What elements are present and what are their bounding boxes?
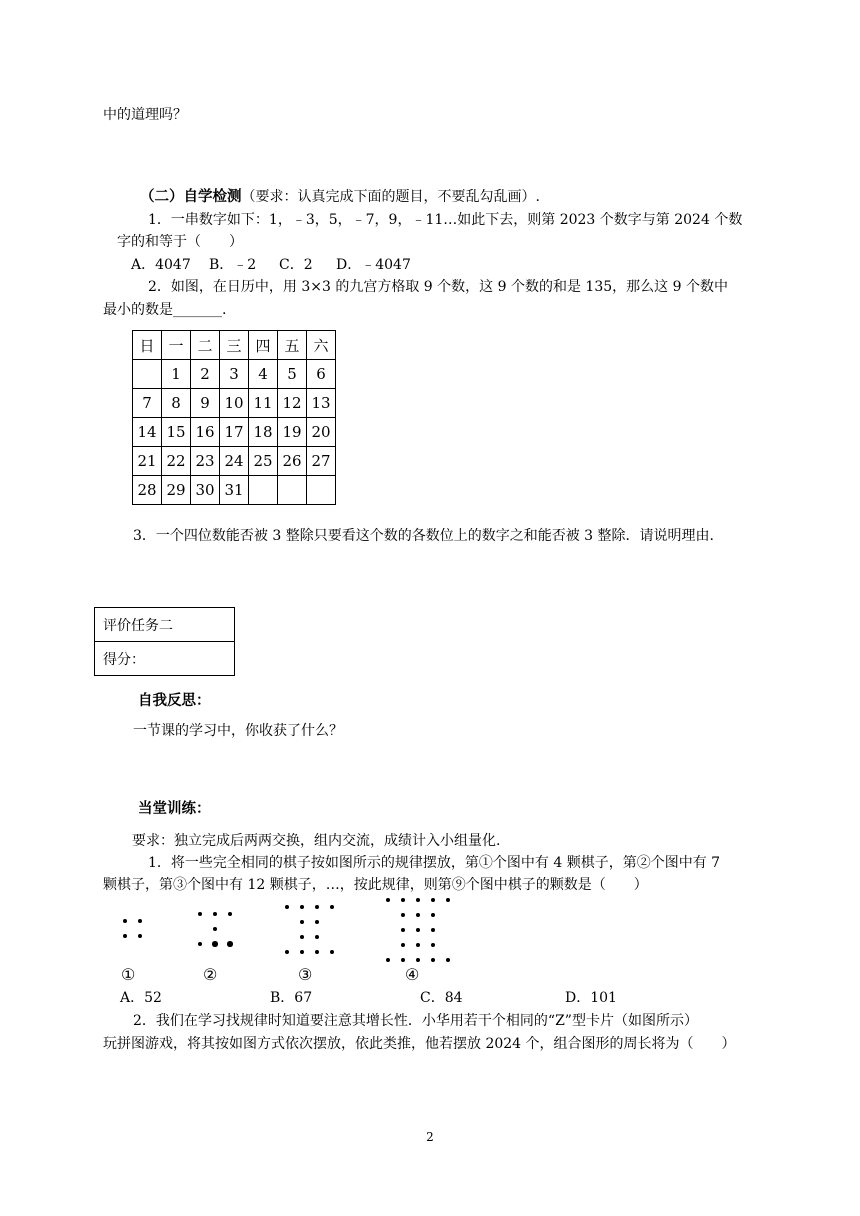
calendar-cell: 18 (249, 418, 278, 447)
calendar-cell: 19 (278, 418, 307, 447)
chess-piece-dot (315, 935, 319, 939)
calendar-row (133, 447, 336, 476)
practice-q1-option-d: D．101 (565, 990, 617, 1006)
chess-piece-dot (315, 905, 319, 909)
calendar-header-cell: 日 (133, 331, 162, 360)
q2-line1: 2．如图，在日历中，用 3×3 的九宫方格取 9 个数，这 9 个数的和是 135，那么这 9 个数中 (148, 279, 728, 295)
practice-q1-option-c: C．84 (420, 990, 463, 1006)
q1-option-c: C．2 (279, 257, 313, 273)
chess-piece-dot (401, 958, 405, 962)
chess-piece-dot (446, 958, 450, 962)
chess-piece-dot (431, 898, 435, 902)
chess-piece-dot (228, 912, 232, 916)
figure-label-1: ① (121, 965, 136, 984)
chess-piece-dot (285, 950, 289, 954)
calendar-cell: 27 (307, 447, 336, 476)
chess-piece-dot (401, 943, 405, 947)
practice-q1-line2: 颗棋子，第③个图中有 12 颗棋子，…，按此规律，则第⑨个图中棋子的颗数是（ ） (103, 877, 648, 893)
q1-option-b: B．﹣2 (209, 257, 257, 273)
calendar-cell: 26 (278, 447, 307, 476)
section-2-heading: （二）自学检测 (140, 189, 242, 205)
calendar-cell: 6 (307, 360, 336, 389)
calendar-cell: 24 (220, 447, 249, 476)
calendar-row (133, 360, 336, 389)
chess-piece-dot (227, 941, 233, 947)
calendar-header-cell: 四 (249, 331, 278, 360)
chess-piece-dot (416, 913, 420, 917)
calendar-cell: 7 (133, 389, 162, 418)
calendar-cell: 16 (191, 418, 220, 447)
figure-label-3: ③ (298, 965, 313, 984)
calendar-header-row (133, 331, 336, 360)
chess-piece-dot (330, 950, 334, 954)
chess-piece-dot (431, 913, 435, 917)
calendar-cell: 12 (278, 389, 307, 418)
chess-piece-dot (431, 943, 435, 947)
calendar-row (133, 418, 336, 447)
calendar-header-cell: 三 (220, 331, 249, 360)
calendar-cell: 1 (162, 360, 191, 389)
calendar-cell: 14 (133, 418, 162, 447)
chess-piece-dot (213, 927, 217, 931)
chess-piece-dot (416, 943, 420, 947)
q2-line2: 最小的数是_______. (103, 302, 227, 318)
calendar-header-cell: 二 (191, 331, 220, 360)
practice-q1-option-a: A．52 (120, 990, 162, 1006)
chess-piece-dot (212, 941, 218, 947)
q1-line2: 字的和等于（ ） (117, 234, 243, 250)
practice-q2-line2: 玩拼图游戏，将其按如图方式依次摆放，依此类推，他若摆放 2024 个，组合图形的周长将为（ ） (103, 1036, 736, 1052)
calendar-cell: 15 (162, 418, 191, 447)
calendar-cell: 10 (220, 389, 249, 418)
calendar-header-cell: 一 (162, 331, 191, 360)
calendar-cell: 21 (133, 447, 162, 476)
chess-piece-dot (315, 920, 319, 924)
chess-piece-dot (401, 913, 405, 917)
calendar-cell: 3 (220, 360, 249, 389)
figure-label-2: ② (203, 965, 218, 984)
chess-piece-dot (198, 912, 202, 916)
chess-piece-dot (330, 905, 334, 909)
calendar-cell: 17 (220, 418, 249, 447)
q1-option-a: A．4047 (131, 257, 191, 273)
chess-piece-dot (401, 928, 405, 932)
calendar-header-cell: 六 (307, 331, 336, 360)
page-number: 2 (426, 1130, 434, 1144)
calendar-cell (278, 476, 307, 505)
section-2-title (140, 188, 540, 206)
calendar-row (133, 476, 336, 505)
calendar-cell: 11 (249, 389, 278, 418)
calendar-cell: 22 (162, 447, 191, 476)
chess-piece-dot (198, 942, 202, 946)
practice-q1-option-b: B．67 (270, 990, 313, 1006)
section-2-requirement: （要求：认真完成下面的题目，不要乱勾乱画）. (241, 189, 540, 205)
calendar-cell: 25 (249, 447, 278, 476)
chess-piece-dot (300, 905, 304, 909)
chess-piece-dot (431, 928, 435, 932)
evaluation-box (94, 607, 235, 676)
chess-piece-dot (416, 898, 420, 902)
chess-piece-dot (300, 935, 304, 939)
chess-piece-dot (123, 919, 127, 923)
calendar-cell (133, 360, 162, 389)
top-fragment: 中的道理吗？ (103, 107, 187, 123)
calendar-cell: 8 (162, 389, 191, 418)
calendar-cell: 29 (162, 476, 191, 505)
chess-piece-dot (300, 920, 304, 924)
practice-requirement: 要求：独立完成后两两交换，组内交流，成绩计入小组量化. (132, 833, 501, 849)
chess-piece-dot (416, 958, 420, 962)
chess-piece-dot (285, 905, 289, 909)
calendar-cell (249, 476, 278, 505)
chess-piece-dot (315, 950, 319, 954)
chess-piece-dot (401, 898, 405, 902)
chess-piece-dot (123, 934, 127, 938)
chess-piece-dot (416, 928, 420, 932)
calendar-cell: 2 (191, 360, 220, 389)
figure-label-4: ④ (405, 965, 420, 984)
calendar-row (133, 389, 336, 418)
calendar-cell: 13 (307, 389, 336, 418)
chess-piece-dot (431, 958, 435, 962)
calendar-cell: 4 (249, 360, 278, 389)
chess-piece-dot (386, 958, 390, 962)
chess-piece-dot (386, 898, 390, 902)
calendar-cell: 30 (191, 476, 220, 505)
practice-heading: 当堂训练： (138, 801, 211, 817)
calendar-cell (307, 476, 336, 505)
q1-option-d: D．﹣4047 (336, 257, 411, 273)
practice-q2-line1: 2．我们在学习找规律时知道要注意其增长性．小华用若干个相同的“Z”型卡片（如图所示） (133, 1013, 698, 1029)
chess-piece-dot (300, 950, 304, 954)
calendar-cell: 31 (220, 476, 249, 505)
q3-text: 3．一个四位数能否被 3 整除只要看这个数的各数位上的数字之和能否被 3 整除．请说明理由. (133, 528, 714, 544)
practice-q1-line1: 1．将一些完全相同的棋子按如图所示的规律摆放，第①个图中有 4 颗棋子，第②个图中有 7 (148, 855, 721, 871)
reflection-heading: 自我反思： (138, 693, 211, 709)
chess-piece-dot (213, 912, 217, 916)
q1-line1: 1．一串数字如下：1，﹣3，5，﹣7，9，﹣11…如此下去，则第 2023 个数字与第 2024 个数 (148, 212, 743, 228)
calendar-header-cell: 五 (278, 331, 307, 360)
evaluation-task: 评价任务二 (95, 608, 235, 642)
calendar-cell: 23 (191, 447, 220, 476)
calendar-cell: 5 (278, 360, 307, 389)
calendar-table (132, 330, 336, 505)
chess-piece-dot (446, 898, 450, 902)
evaluation-score: 得分： (95, 642, 235, 676)
calendar-cell: 9 (191, 389, 220, 418)
reflection-prompt: 一节课的学习中，你收获了什么？ (133, 723, 343, 739)
chess-piece-dot (138, 919, 142, 923)
calendar-cell: 28 (133, 476, 162, 505)
chess-piece-dot (138, 934, 142, 938)
calendar-cell: 20 (307, 418, 336, 447)
